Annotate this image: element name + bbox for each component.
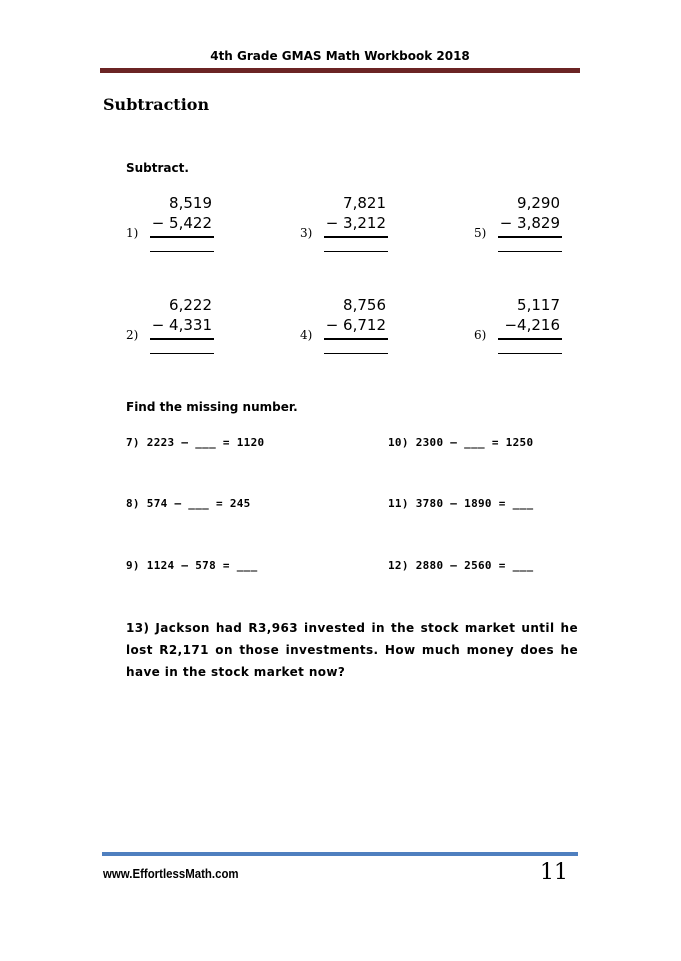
word-problem-13: 13) Jackson had R3,963 invested in the stock market until he lost R2,171 on those investments. How much money does he have in the stock market now?: [126, 621, 578, 679]
footer-rule: [102, 852, 578, 856]
minuend: 8,519: [169, 194, 212, 212]
equation-12: 12) 2880 – 2560 = ___: [388, 559, 534, 572]
minuend: 6,222: [169, 296, 212, 314]
answer-blank: [150, 251, 214, 252]
problem-number: 1): [126, 226, 139, 240]
minuend: 8,756: [343, 296, 386, 314]
minuend: 9,290: [517, 194, 560, 212]
equation-7: 7) 2223 – ___ = 1120: [126, 436, 265, 449]
problem-number: 3): [300, 226, 313, 240]
equation-8: 8) 574 – ___ = 245: [126, 497, 251, 510]
sum-line: [498, 236, 562, 238]
equation-10: 10) 2300 – ___ = 1250: [388, 436, 534, 449]
problem-2: [126, 296, 266, 366]
sum-line: [150, 236, 214, 238]
minuend: 5,117: [517, 296, 560, 314]
subtrahend: −4,216: [504, 316, 560, 334]
problem-3: [300, 194, 440, 264]
header-rule: [100, 68, 580, 73]
answer-blank: [150, 353, 214, 354]
subtrahend: − 5,422: [151, 214, 212, 232]
problem-number: 2): [126, 328, 139, 342]
missing-number-instruction: Find the missing number.: [126, 400, 298, 414]
problem-4: [300, 296, 440, 366]
sum-line: [324, 338, 388, 340]
footer-website: www.EffortlessMath.com: [103, 866, 239, 881]
subtrahend: − 3,212: [325, 214, 386, 232]
equation-11: 11) 3780 – 1890 = ___: [388, 497, 534, 510]
problem-1: [126, 194, 266, 264]
problem-5: [474, 194, 614, 264]
answer-blank: [324, 251, 388, 252]
sum-line: [150, 338, 214, 340]
subtrahend: − 6,712: [325, 316, 386, 334]
answer-blank: [498, 251, 562, 252]
sum-line: [324, 236, 388, 238]
minuend: 7,821: [343, 194, 386, 212]
answer-blank: [324, 353, 388, 354]
problem-6: [474, 296, 614, 366]
equation-9: 9) 1124 – 578 = ___: [126, 559, 258, 572]
section-title: Subtraction: [103, 95, 210, 114]
problem-number: 5): [474, 226, 487, 240]
subtrahend: − 3,829: [499, 214, 560, 232]
problem-number: 4): [300, 328, 313, 342]
answer-blank: [498, 353, 562, 354]
page-number: 11: [540, 860, 568, 885]
subtract-instruction: Subtract.: [126, 161, 189, 175]
sum-line: [498, 338, 562, 340]
problem-number: 6): [474, 328, 487, 342]
subtrahend: − 4,331: [151, 316, 212, 334]
header-title: 4th Grade GMAS Math Workbook 2018: [210, 49, 470, 63]
